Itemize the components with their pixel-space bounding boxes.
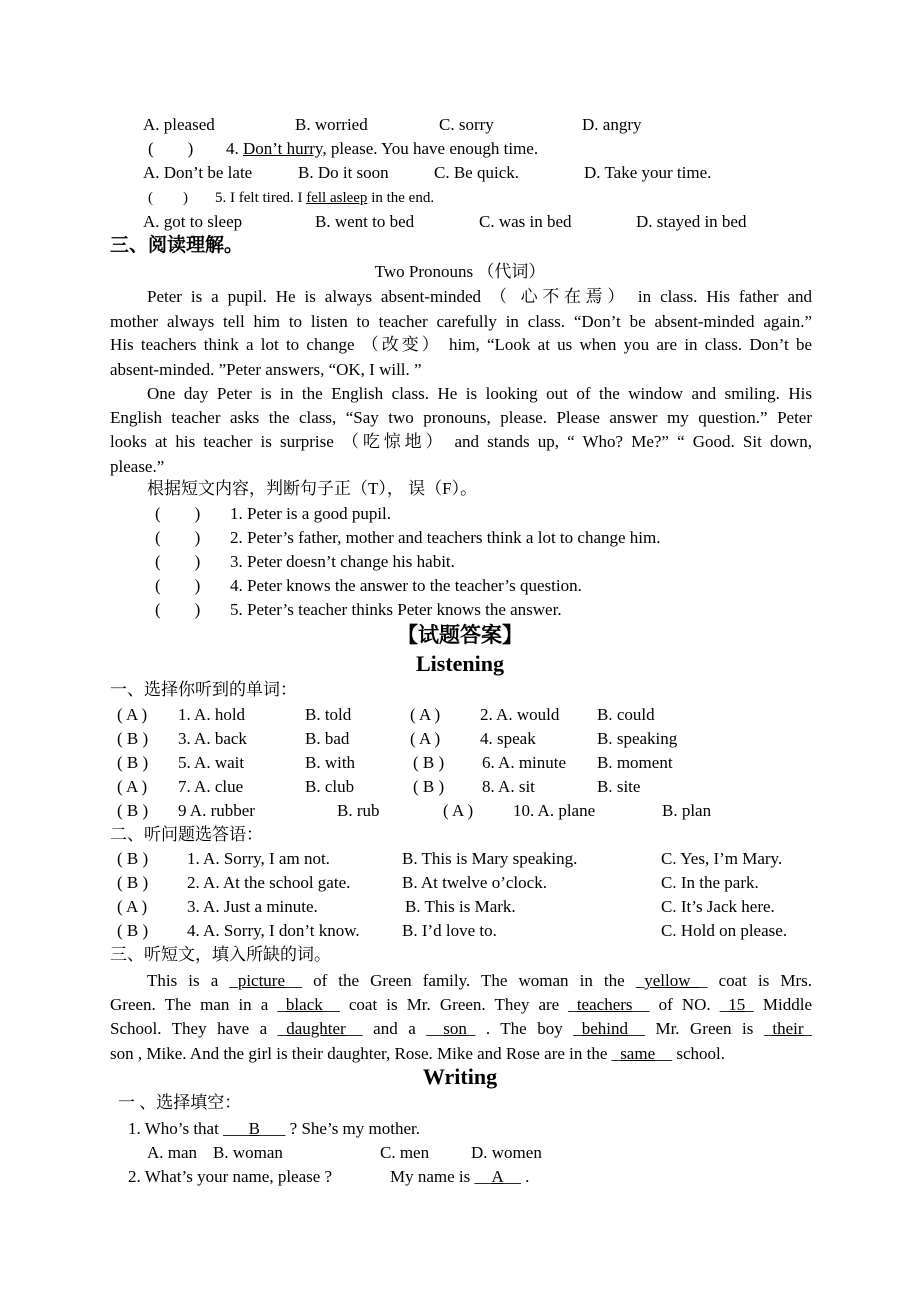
option-a: 3. A. back xyxy=(178,729,247,748)
blank-answer: behind xyxy=(581,1019,628,1038)
reading-line: looks at his teacher is surprise （吃惊地） and stands up, “ Who? Me?” “ Good. Sit down, xyxy=(110,432,812,451)
blank-answer: black xyxy=(285,995,323,1014)
q5-question xyxy=(215,188,434,208)
part2-heading: 二、听问题选答语： xyxy=(110,825,263,844)
text: __ Mr. Green is _ xyxy=(627,1019,773,1038)
reading-line: One day Peter is in the English class. He is looking out of the window and smiling. His xyxy=(147,384,812,403)
option-b: B. This is Mary speaking. xyxy=(402,849,578,868)
answer-key: ( B ) xyxy=(117,729,149,748)
reading-instruction: 根据短文内容，判断句子正（T）， 误（F）。 xyxy=(147,479,478,498)
reading-line: absent-minded. ”Peter answers, “OK, I will. ” xyxy=(110,360,422,379)
option-b: B. could xyxy=(597,705,655,724)
option-c: C. In the park. xyxy=(661,873,759,892)
blank-answer: teachers xyxy=(576,995,633,1014)
option-c: C. Hold on please. xyxy=(661,921,788,940)
reading-line: His teachers think a lot to change （改变） him, “Look at us when you are in class. Don’t be xyxy=(110,335,812,354)
option-b: B. moment xyxy=(597,753,673,772)
w1-option-b: B. woman xyxy=(213,1143,283,1162)
option-a: 10. A. plane xyxy=(513,801,596,820)
option-a: 3. A. Just a minute. xyxy=(187,897,318,916)
q4-rest: please. You have enough time. xyxy=(326,139,539,158)
q4-underlined: Don’t hurry, xyxy=(243,139,327,158)
option-b: B. rub xyxy=(337,801,380,820)
writing-q1 xyxy=(128,1119,420,1139)
tf-statement: 4. Peter knows the answer to the teacher’s question. xyxy=(230,576,582,595)
reading-title: Two Pronouns （代词） xyxy=(374,262,546,281)
reading-heading: 三、阅读理解。 xyxy=(110,234,244,256)
answer-key: ( B ) xyxy=(117,801,149,820)
option-a: 5. A. wait xyxy=(178,753,245,772)
listening-title: Listening xyxy=(415,651,505,676)
answer-key: ( B ) xyxy=(117,873,149,892)
writing-q2-answer xyxy=(390,1167,529,1187)
tf-statement: 3. Peter doesn’t change his habit. xyxy=(230,552,455,571)
tf-paren: ( ) xyxy=(155,552,201,571)
text: _ . The boy _ xyxy=(466,1019,582,1038)
reading-line: Peter is a pupil. He is always absent-minded （ 心不在焉） in class. His father and xyxy=(147,287,812,306)
q4-option-d: D. Take your time. xyxy=(584,163,712,182)
text: Green. The man in a _ xyxy=(110,995,286,1014)
answer-key: ( B ) xyxy=(413,753,445,772)
text: My name is __ xyxy=(390,1167,492,1186)
option-a: 4. speak xyxy=(480,729,536,748)
q4-question xyxy=(226,139,538,159)
option-b: B. speaking xyxy=(597,729,678,748)
text: _ coat is Mrs. xyxy=(699,971,813,990)
answer-key: ( B ) xyxy=(117,753,149,772)
q5-option-b: B. went to bed xyxy=(315,212,415,231)
option-a: 1. A. Sorry, I am not. xyxy=(187,849,330,868)
text: _ Middle xyxy=(745,995,812,1014)
answer-key: ( A ) xyxy=(117,705,148,724)
option-b: B. told xyxy=(305,705,352,724)
q5-option-c: C. was in bed xyxy=(479,212,572,231)
tf-statement: 5. Peter’s teacher thinks Peter knows the answer. xyxy=(230,600,562,619)
answer-key: ( A ) xyxy=(410,705,441,724)
q3-option-c: C. sorry xyxy=(439,115,494,134)
option-b: B. This is Mark. xyxy=(405,897,516,916)
option-c: C. It’s Jack here. xyxy=(661,897,775,916)
text: School. They have a _ xyxy=(110,1019,287,1038)
option-a: 2. A. At the school gate. xyxy=(187,873,351,892)
q3-option-d: D. angry xyxy=(582,115,642,134)
answers-title: 【试题答案】 xyxy=(397,623,523,647)
option-a: 2. A. would xyxy=(480,705,560,724)
reading-line: mother always tell him to listen to teacher carefully in class. “Don’t be absent-minded again.” xyxy=(110,312,812,331)
tf-paren: ( ) xyxy=(155,600,201,619)
text: son , Mike. And the girl is their daughter, Rose. Mike and Rose are in the _ xyxy=(110,1044,621,1063)
answer-key: ( A ) xyxy=(117,897,148,916)
reading-line: please.” xyxy=(110,457,165,476)
blank-answer: yellow_ xyxy=(644,971,700,990)
w1-option-d: D. women xyxy=(471,1143,542,1162)
text: __ of NO. _ xyxy=(632,995,729,1014)
blank-answer: their xyxy=(772,1019,804,1038)
option-b: B. I’d love to. xyxy=(402,921,497,940)
option-b: B. club xyxy=(305,777,355,796)
cloze-line xyxy=(110,1019,812,1039)
part3-heading: 三、听短文，填入所缺的词。 xyxy=(110,945,331,964)
q3-option-a: A. pleased xyxy=(143,115,215,134)
option-a: 6. A. minute xyxy=(482,753,567,772)
text: __ and a __ xyxy=(345,1019,444,1038)
w1-option-c: C. men xyxy=(380,1143,430,1162)
blank-answer: A xyxy=(491,1167,504,1186)
w1-option-a: A. man xyxy=(147,1143,198,1162)
q5-rest: in the end. xyxy=(367,190,435,206)
option-b: B. bad xyxy=(305,729,350,748)
writing-title: Writing xyxy=(422,1064,498,1089)
option-c: C. Yes, I’m Mary. xyxy=(661,849,783,868)
part1-heading: 一、选择你听到的单词： xyxy=(110,680,297,699)
tf-paren: ( ) xyxy=(155,504,201,523)
option-b: B. At twelve o’clock. xyxy=(402,873,547,892)
tf-statement: 1. Peter is a good pupil. xyxy=(230,504,392,523)
blank-answer: daughter xyxy=(286,1019,346,1038)
tf-paren: ( ) xyxy=(155,528,201,547)
blank-answer: same xyxy=(620,1044,656,1063)
text: __ . xyxy=(503,1167,530,1186)
blank-answer: 15 xyxy=(728,995,746,1014)
answer-key: ( B ) xyxy=(413,777,445,796)
cloze-line xyxy=(110,995,812,1015)
answer-key: ( B ) xyxy=(117,849,149,868)
q4-paren: ( ) xyxy=(148,139,194,158)
text: _ xyxy=(803,1019,813,1038)
q5-pre: 5. I felt tired. I xyxy=(215,190,307,206)
blank-answer: son xyxy=(443,1019,467,1038)
text: 1. Who’s that ___ xyxy=(128,1119,249,1138)
blank-answer: B xyxy=(248,1119,260,1138)
text: ___ ? She’s my mother. xyxy=(259,1119,420,1138)
reading-line: English teacher asks the class, “Say two pronouns, please. Please answer my question.” Peter xyxy=(110,408,812,427)
writing-heading: 一 、选择填空： xyxy=(118,1093,242,1112)
q3-option-b: B. worried xyxy=(295,115,368,134)
text: __ school. xyxy=(655,1044,726,1063)
cloze-line xyxy=(110,1044,812,1064)
q5-option-a: A. got to sleep xyxy=(143,212,243,231)
option-a: 4. A. Sorry, I don’t know. xyxy=(187,921,360,940)
q5-option-d: D. stayed in bed xyxy=(636,212,747,231)
option-a: 8. A. sit xyxy=(482,777,535,796)
option-b: B. with xyxy=(305,753,356,772)
tf-paren: ( ) xyxy=(155,576,201,595)
q4-option-a: A. Don’t be late xyxy=(143,163,253,182)
text: __ coat is Mr. Green. They are _ xyxy=(322,995,577,1014)
option-a: 9 A. rubber xyxy=(178,801,255,820)
writing-q2: 2. What’s your name, please ? xyxy=(128,1167,333,1186)
q5-underlined: fell asleep xyxy=(306,190,368,206)
cloze-line xyxy=(147,971,812,991)
tf-statement: 2. Peter’s father, mother and teachers think a lot to change him. xyxy=(230,528,661,547)
answer-key: ( B ) xyxy=(117,921,149,940)
blank-answer: picture xyxy=(237,971,286,990)
q4-option-c: C. Be quick. xyxy=(434,163,519,182)
option-a: 7. A. clue xyxy=(178,777,244,796)
answer-key: ( A ) xyxy=(117,777,148,796)
answer-key: ( A ) xyxy=(443,801,474,820)
option-b: B. plan xyxy=(662,801,712,820)
q4-num: 4. xyxy=(226,139,239,158)
q5-paren: ( ) xyxy=(148,190,188,206)
text: __ of the Green family. The woman in the _ xyxy=(285,971,645,990)
q4-option-b: B. Do it soon xyxy=(298,163,389,182)
option-a: 1. A. hold xyxy=(178,705,246,724)
option-b: B. site xyxy=(597,777,641,796)
answer-key: ( A ) xyxy=(410,729,441,748)
text: This is a _ xyxy=(147,971,238,990)
